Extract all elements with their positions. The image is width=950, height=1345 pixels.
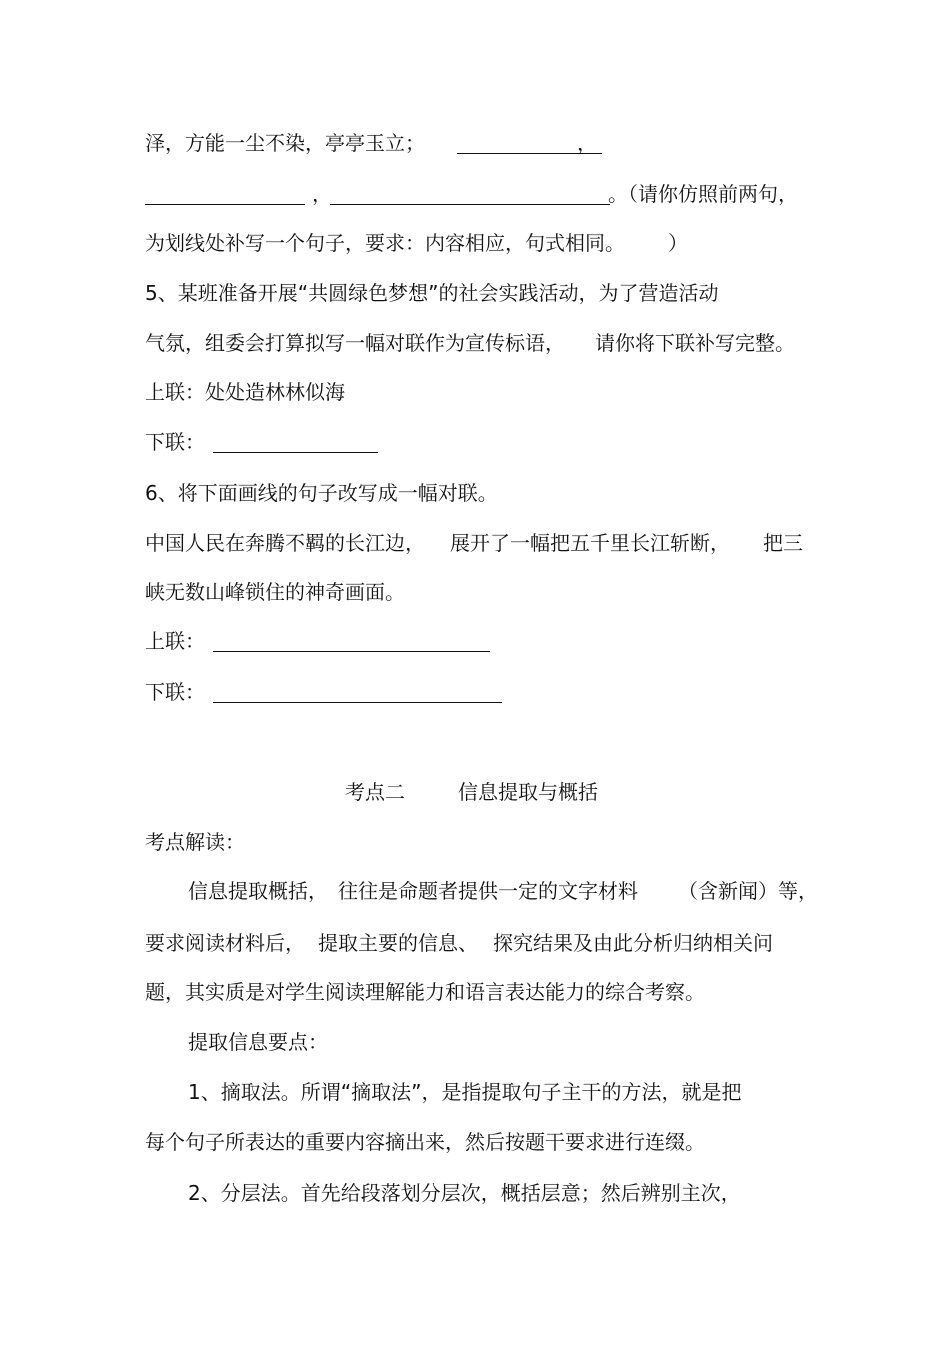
- method-2: 2、分层法。首先给段落划分层次，概括层意；然后辨别主次，: [188, 1181, 741, 1205]
- text-segment: 气氛，组委会打算拟写一幅对联作为宣传标语，: [145, 331, 565, 355]
- text-line-1: [145, 131, 425, 155]
- paragraph-line-1c: （含新闻）等，: [678, 879, 818, 903]
- section-title: 信息提取与概括: [458, 780, 598, 804]
- question-6: 6、将下面画线的句子改写成一幅对联。: [145, 481, 498, 505]
- answer-blank-2[interactable]: [145, 186, 305, 205]
- q5-lower-label: 下联：: [145, 430, 205, 454]
- q6-lower-answer-blank[interactable]: [213, 684, 502, 703]
- paragraph-line-3: 题，其实质是对学生阅读理解能力和语言表达能力的综合考察。: [145, 980, 705, 1004]
- blank-comma: ，: [577, 131, 597, 155]
- q6-lower-label: 下联：: [145, 680, 205, 704]
- text-line-3: [145, 231, 625, 255]
- key-points-label: 提取信息要点：: [188, 1030, 328, 1054]
- method-1-line-2: 每个句子所表达的重要内容摘出来，然后按题干要求进行连缀。: [145, 1130, 705, 1154]
- q6-upper-label: 上联：: [145, 629, 205, 653]
- blank-comma: ，: [312, 182, 332, 206]
- text-segment: 请你将下联补写完整。: [595, 331, 795, 355]
- paragraph-line-1b: 往往是命题者提供一定的文字材料: [338, 879, 638, 903]
- text-segment: 把三: [763, 531, 803, 555]
- paragraph-line-1a: 信息提取概括，: [188, 879, 328, 903]
- question-5-line-2: [145, 331, 565, 355]
- text-segment: 为划线处补写一个句子，要求：内容相应，句式相同。: [145, 231, 625, 255]
- q6-upper-answer-blank[interactable]: [213, 633, 490, 652]
- close-paren: ）: [668, 231, 688, 255]
- text-segment: 展开了一幅把五千里长江斩断，: [450, 531, 730, 555]
- text-segment: 。（请你仿照前两句，: [608, 182, 798, 206]
- paragraph-line-2a: 要求阅读材料后，: [145, 931, 305, 955]
- q6-text-line-2: 峡无数山峰锁住的神奇画面。: [145, 580, 405, 604]
- q5-upper-couplet: 上联：处处造林林似海: [145, 380, 345, 404]
- answer-blank-3[interactable]: [330, 186, 610, 205]
- text-segment: 中国人民在奔腾不羁的长江边，: [145, 531, 425, 555]
- question-5: 5、某班准备开展“共圆绿色梦想”的社会实践活动，为了营造活动: [145, 281, 719, 305]
- section-title-number: 考点二: [345, 780, 405, 804]
- text-segment: 泽，方能一尘不染，亭亭玉立；: [145, 131, 425, 155]
- method-1: 1、摘取法。所谓“摘取法”，是指提取句子主干的方法，就是把: [188, 1080, 742, 1104]
- paragraph-line-2c: 探究结果及由此分析归纳相关问: [493, 931, 773, 955]
- q5-answer-blank[interactable]: [213, 434, 378, 453]
- paragraph-line-2b: 提取主要的信息、: [318, 931, 478, 955]
- section-intro-label: 考点解读：: [145, 830, 245, 854]
- q6-text-line-1: [145, 531, 425, 555]
